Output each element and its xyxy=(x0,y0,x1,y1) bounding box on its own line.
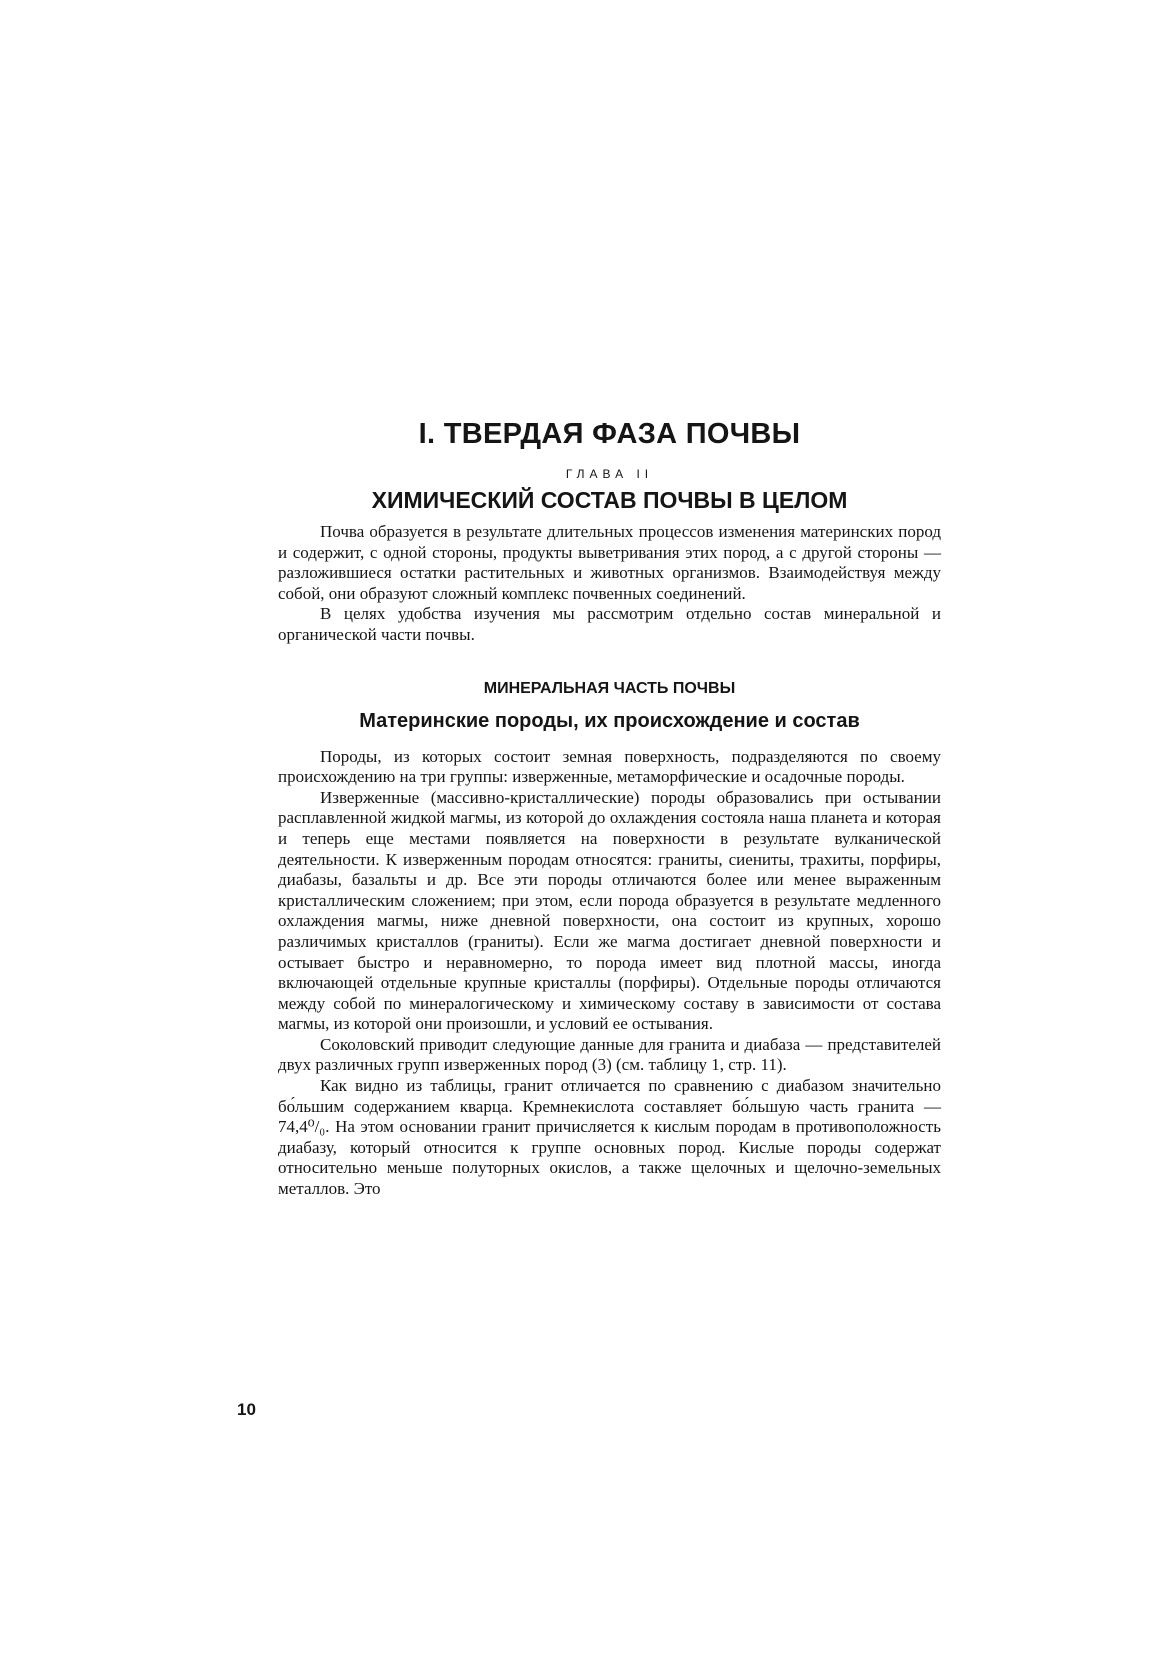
section-title: МИНЕРАЛЬНАЯ ЧАСТЬ ПОЧВЫ xyxy=(483,679,736,697)
intro-paragraph: Почва образуется в результате длительных процессов изменения материнских пород и содержит, с одной стороны, продукты выветривания этих пород, а с другой стороны — разложившиеся остатки растительных и животных организмов. Взаимодействуя между собой, они образуют сложный комплекс почвенных соединений. xyxy=(278,522,941,603)
body-paragraph: Соколовский приводит следующие данные для гранита и диабаза — представителей двух различных групп изверженных пород (3) (см. таблицу 1, стр. 11). xyxy=(278,1034,941,1075)
chapter-title: ХИМИЧЕСКИЙ СОСТАВ ПОЧВЫ В ЦЕЛОМ xyxy=(371,487,848,513)
body-paragraph: Как видно из таблицы, гранит отличается по сравнению с диабазом значительно бо́льшим содержанием кварца. Кремнекислота составляет бо́льшую часть гранита — 74,4⁰/₀. На этом основании гранит причисляется к кислым породам в противоположность диабазу, который относится к группе основных пород. Кислые породы содержат относительно меньше полуторных окислов, а также щелочных и щелочно-земельных металлов. Это xyxy=(278,1076,941,1199)
body-paragraph: Изверженные (массивно-кристаллические) породы образовались при остывании расплавленной жидкой магмы, из которой до охлаждения состояла наша планета и которая и теперь еще местами появляется на поверхности в результате вулканической деятельности. К изверженным породам относятся: граниты, сиениты, трахиты, порфиры, диабазы, базальты и др. Все эти породы отличаются более или менее выраженным кристаллическим сложением; при этом, если порода образуется в результате медленного охлаждения магмы, ниже дневной поверхности, она состоит из крупных, хорошо различимых кристаллов (граниты). Если же магма достигает дневной поверхности и остывает быстро и неравномерно, то порода имеет вид плотной массы, иногда включающей отдельные крупные кристаллы (порфиры). Отдельные породы отличаются между собой по минералогическому и химическому составу в зависимости от состава магмы, из которой они произошли, и условий ее остывания. xyxy=(278,787,941,1034)
page-number: 10 xyxy=(237,1400,256,1419)
part-title: I. ТВЕРДАЯ ФАЗА ПОЧВЫ xyxy=(418,418,801,450)
page-content xyxy=(278,418,941,1200)
subsection-title: Материнские породы, их происхождение и состав xyxy=(359,709,860,732)
intro-paragraph: В целях удобства изучения мы рассмотрим отдельно состав минеральной и органической части почвы. xyxy=(278,604,941,644)
body-paragraph: Породы, из которых состоит земная поверхность, подразделяются по своему происхождению на три группы: изверженные, метаморфические и осадочные породы. xyxy=(278,746,941,787)
chapter-label: ГЛАВА II xyxy=(565,467,654,481)
